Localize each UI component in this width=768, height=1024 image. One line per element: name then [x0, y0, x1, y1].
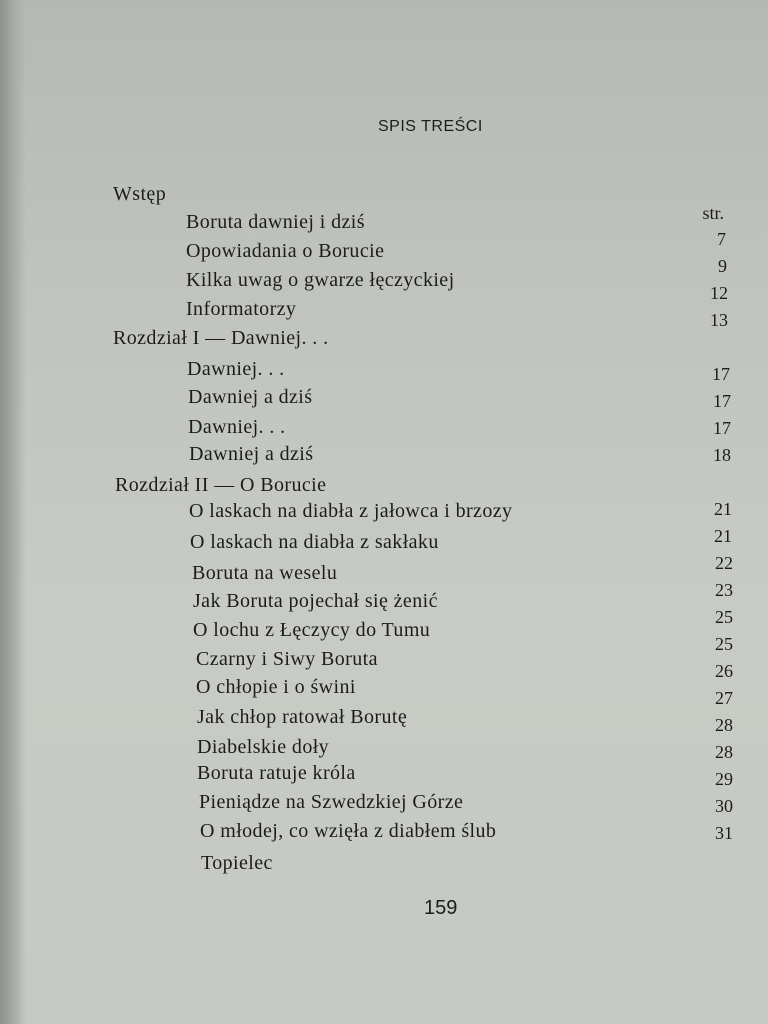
toc-entry-title: Dawniej a dziś: [189, 443, 314, 465]
toc-page-number: 17: [713, 418, 731, 438]
toc-section-title: Rozdział II — O Borucie: [115, 474, 327, 496]
toc-entry-title: Dawniej. . .: [187, 358, 285, 380]
page-column-label: str.: [702, 203, 724, 223]
toc-section-title: Wstęp: [113, 183, 167, 205]
toc-page-number: 28: [715, 742, 733, 762]
toc-entry-title: Boruta dawniej i dziś: [186, 211, 365, 233]
toc-entry-title: Diabelskie doły: [197, 736, 330, 758]
toc-page-number: 22: [715, 553, 733, 573]
toc-page-number: 21: [714, 526, 732, 546]
toc-page-number: 17: [712, 364, 730, 384]
toc-entry-title: Opowiadania o Borucie: [186, 240, 385, 262]
toc-page-number: 28: [715, 715, 733, 735]
toc-page-number: 18: [713, 445, 731, 465]
toc-entry-title: Dawniej a dziś: [188, 386, 313, 408]
toc-entry-title: Jak chłop ratował Borutę: [197, 706, 408, 728]
toc-entry-title: O lochu z Łęczycy do Tumu: [193, 619, 431, 641]
toc-page-number: 23: [715, 580, 733, 600]
toc-entry-title: O młodej, co wzięła z diabłem ślub: [200, 820, 497, 842]
toc-entry-title: Dawniej. . .: [188, 416, 286, 438]
toc-entry-title: Kilka uwag o gwarze łęczyckiej: [186, 269, 455, 291]
toc-page-number: 7: [717, 229, 726, 249]
toc-entry-title: O laskach na diabła z sakłaku: [190, 531, 439, 553]
toc-page-number: 30: [715, 796, 733, 816]
toc-page-number: 25: [715, 634, 733, 654]
toc-entry-title: Topielec: [201, 852, 273, 874]
page-title: SPIS TREŚCI: [378, 118, 483, 135]
toc-page-number: 29: [715, 769, 733, 789]
toc-entry-title: Pieniądze na Szwedzkiej Górze: [199, 791, 464, 813]
toc-entry-title: O laskach na diabła z jałowca i brzozy: [189, 500, 513, 522]
toc-page-number: 26: [715, 661, 733, 681]
folio-page-number: 159: [424, 897, 458, 919]
toc-page-number: 25: [715, 607, 733, 627]
toc-entry-title: Jak Boruta pojechał się żenić: [193, 590, 438, 612]
toc-page-number: 12: [710, 283, 728, 303]
toc-page-number: 27: [715, 688, 733, 708]
toc-page-number: 13: [710, 310, 728, 330]
toc-entry-title: Boruta ratuje króla: [197, 762, 356, 784]
toc-page-number: 9: [718, 256, 727, 276]
toc-entry-title: Czarny i Siwy Boruta: [196, 648, 378, 670]
toc-entry-title: Informatorzy: [186, 298, 297, 320]
toc-page-number: 17: [713, 391, 731, 411]
toc-section-title: Rozdział I — Dawniej. . .: [113, 327, 329, 349]
toc-page-number: 31: [715, 823, 733, 843]
toc-entry-title: Boruta na weselu: [192, 562, 338, 584]
toc-page-number: 21: [714, 499, 732, 519]
toc-entry-title: O chłopie i o świni: [196, 676, 356, 698]
